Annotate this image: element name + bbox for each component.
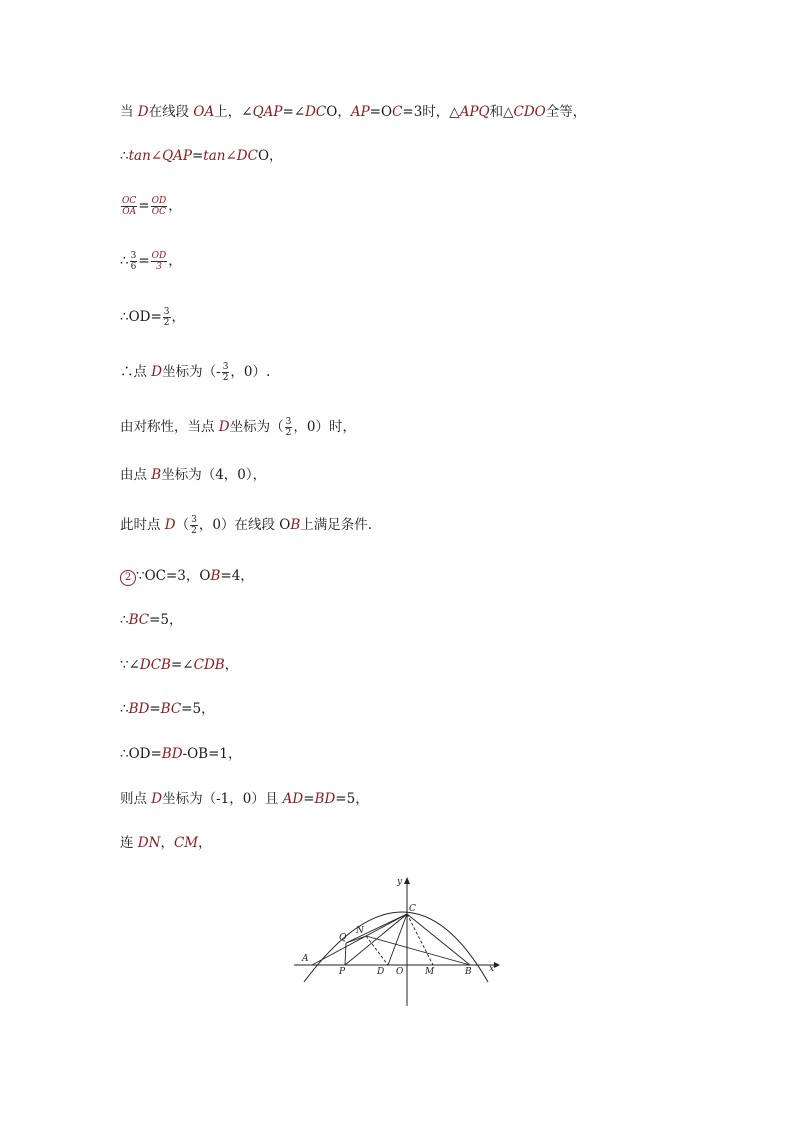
var-d: D	[218, 419, 230, 435]
text: 坐标为（	[229, 419, 284, 435]
var-bc: BC	[128, 612, 150, 628]
label-d: D	[377, 967, 385, 977]
therefore-symbol: ∴	[120, 701, 129, 717]
text: ∴点	[120, 364, 152, 380]
text: ，0）时，	[293, 419, 356, 435]
fraction-3-6	[130, 251, 138, 272]
numerator: 3	[285, 417, 292, 427]
text-line-9	[120, 515, 372, 536]
text: 在线段	[148, 104, 194, 120]
var-dcb: DCB	[139, 657, 171, 673]
label-o: O	[396, 967, 404, 977]
equals: =	[138, 198, 150, 214]
text: ，	[224, 657, 239, 673]
text-line-12	[120, 655, 238, 675]
text-line-4	[120, 251, 182, 272]
segment-cm-dashed	[407, 914, 433, 965]
label-b: B	[465, 967, 472, 977]
text-line-16	[120, 833, 212, 853]
text-line-13	[120, 699, 215, 719]
text: 上，∠	[214, 104, 253, 120]
numerator: OD	[151, 196, 167, 206]
numerator: OC	[122, 196, 137, 206]
text: ，	[168, 253, 182, 269]
label-c: C	[409, 904, 416, 914]
therefore-symbol: ∴	[120, 612, 129, 628]
label-a: A	[302, 954, 309, 964]
var-bd: BD	[161, 746, 183, 762]
because-symbol: ∵∠	[120, 657, 140, 673]
text: 当	[120, 104, 138, 120]
text-line-6	[120, 362, 270, 383]
denominator: 2	[191, 526, 197, 536]
text: ，0）在线段 O	[198, 517, 291, 533]
text: =5，	[181, 701, 215, 717]
text: =5，	[149, 612, 183, 628]
var-dc: DC	[305, 104, 327, 120]
var-oa: OA	[193, 104, 215, 120]
denominator: 2	[285, 428, 292, 438]
text: 全等，	[545, 104, 587, 120]
label-q: Q	[339, 933, 347, 943]
text: =5，	[335, 791, 369, 807]
var-b: B	[151, 467, 162, 483]
text-line-15	[120, 789, 369, 809]
var-cdb: CDB	[193, 657, 225, 673]
x-axis-arrow	[494, 962, 500, 968]
var-ap: AP	[350, 104, 370, 120]
text: =4，	[220, 568, 254, 584]
text: =∠	[282, 104, 306, 120]
circled-number: 2	[120, 570, 136, 586]
var-qap: QAP	[252, 104, 283, 120]
text: O，	[326, 104, 351, 120]
denominator: 3	[156, 262, 162, 272]
text-line-14	[120, 744, 242, 764]
var-ad: AD	[282, 791, 304, 807]
text: =	[149, 701, 161, 717]
var-c: C	[392, 104, 403, 120]
text-line-1	[120, 102, 586, 122]
text-line-11	[120, 610, 183, 630]
text: 上满足条件.	[300, 517, 373, 533]
denominator: OA	[122, 207, 137, 217]
therefore-symbol: ∴	[120, 253, 129, 269]
fraction-3-2	[222, 362, 230, 383]
therefore-symbol: ∴	[120, 148, 129, 164]
text: ∵OC=3，O	[136, 568, 211, 584]
var-d: D	[151, 364, 163, 380]
text: 和△	[489, 104, 514, 120]
denominator: 6	[130, 262, 137, 272]
text: 则点	[120, 791, 152, 807]
denominator: OC	[151, 207, 167, 217]
fraction-od-3	[151, 251, 168, 272]
text: 连	[120, 835, 138, 851]
segment-pq	[345, 943, 346, 965]
text: ∴OD=	[120, 746, 162, 762]
fraction-od-oc	[151, 196, 168, 217]
var-cm: CM	[173, 835, 199, 851]
denominator: 2	[163, 318, 170, 328]
var-cdo: CDO	[513, 104, 546, 120]
numerator: 3	[222, 362, 229, 372]
text: 坐标为（4，0），	[161, 467, 267, 483]
text: （	[175, 517, 190, 533]
text: =∠	[170, 657, 194, 673]
numerator: 3	[163, 307, 170, 317]
text-line-5	[120, 307, 185, 328]
text: ，	[198, 835, 212, 851]
segment-ac	[312, 914, 407, 965]
text: ，0）.	[230, 364, 271, 380]
segment-cb	[407, 914, 470, 965]
text: 坐标为（-	[162, 364, 221, 380]
text-line-10	[120, 566, 254, 586]
numerator: 3	[130, 251, 137, 261]
label-m: M	[425, 967, 435, 977]
var-bd: BD	[314, 791, 336, 807]
text-line-3	[120, 196, 182, 217]
text: =	[303, 791, 315, 807]
label-p: P	[339, 967, 346, 977]
var-dn: DN	[137, 835, 161, 851]
fraction-3-2	[190, 515, 198, 536]
tan-qap: tan∠QAP	[128, 148, 192, 164]
text: =	[191, 148, 204, 164]
label-y: y	[397, 877, 403, 887]
segment-dn-dashed	[366, 936, 388, 965]
var-b: B	[290, 517, 301, 533]
fraction-3-2	[163, 307, 171, 328]
numerator: 3	[191, 515, 197, 525]
y-axis-arrow	[404, 877, 410, 884]
fraction-oc-oa	[121, 196, 137, 217]
geometry-figure	[290, 872, 506, 1012]
label-x: x	[489, 964, 495, 974]
text: ，	[160, 835, 174, 851]
var-apq: APQ	[459, 104, 490, 120]
text: 此时点	[120, 517, 165, 533]
text-line-7	[120, 417, 356, 438]
numerator: OD	[151, 251, 167, 261]
segment-nb	[366, 936, 470, 965]
segment-qn	[346, 936, 366, 943]
fraction-3-2	[285, 417, 293, 438]
text-line-2	[120, 146, 283, 166]
text: =O	[369, 104, 393, 120]
text: ，	[168, 198, 182, 214]
text-line-8	[120, 465, 266, 485]
text: 由点	[120, 467, 152, 483]
var-d: D	[164, 517, 176, 533]
var-d: D	[137, 104, 149, 120]
var-b: B	[210, 568, 221, 584]
var-bc: BC	[160, 701, 182, 717]
text: 坐标为（-1，0）且	[162, 791, 283, 807]
label-n: N	[356, 926, 364, 936]
text: -OB=1，	[182, 746, 242, 762]
text: O，	[257, 148, 283, 164]
text: ，	[171, 309, 186, 325]
text: =3时，△	[402, 104, 460, 120]
denominator: 2	[222, 373, 229, 383]
tan-dco: tan∠DC	[203, 148, 258, 164]
var-bd: BD	[128, 701, 150, 717]
text: 由对称性，当点	[120, 419, 219, 435]
text: ∴OD=	[120, 309, 162, 325]
var-d: D	[151, 791, 163, 807]
equals: =	[138, 253, 150, 269]
